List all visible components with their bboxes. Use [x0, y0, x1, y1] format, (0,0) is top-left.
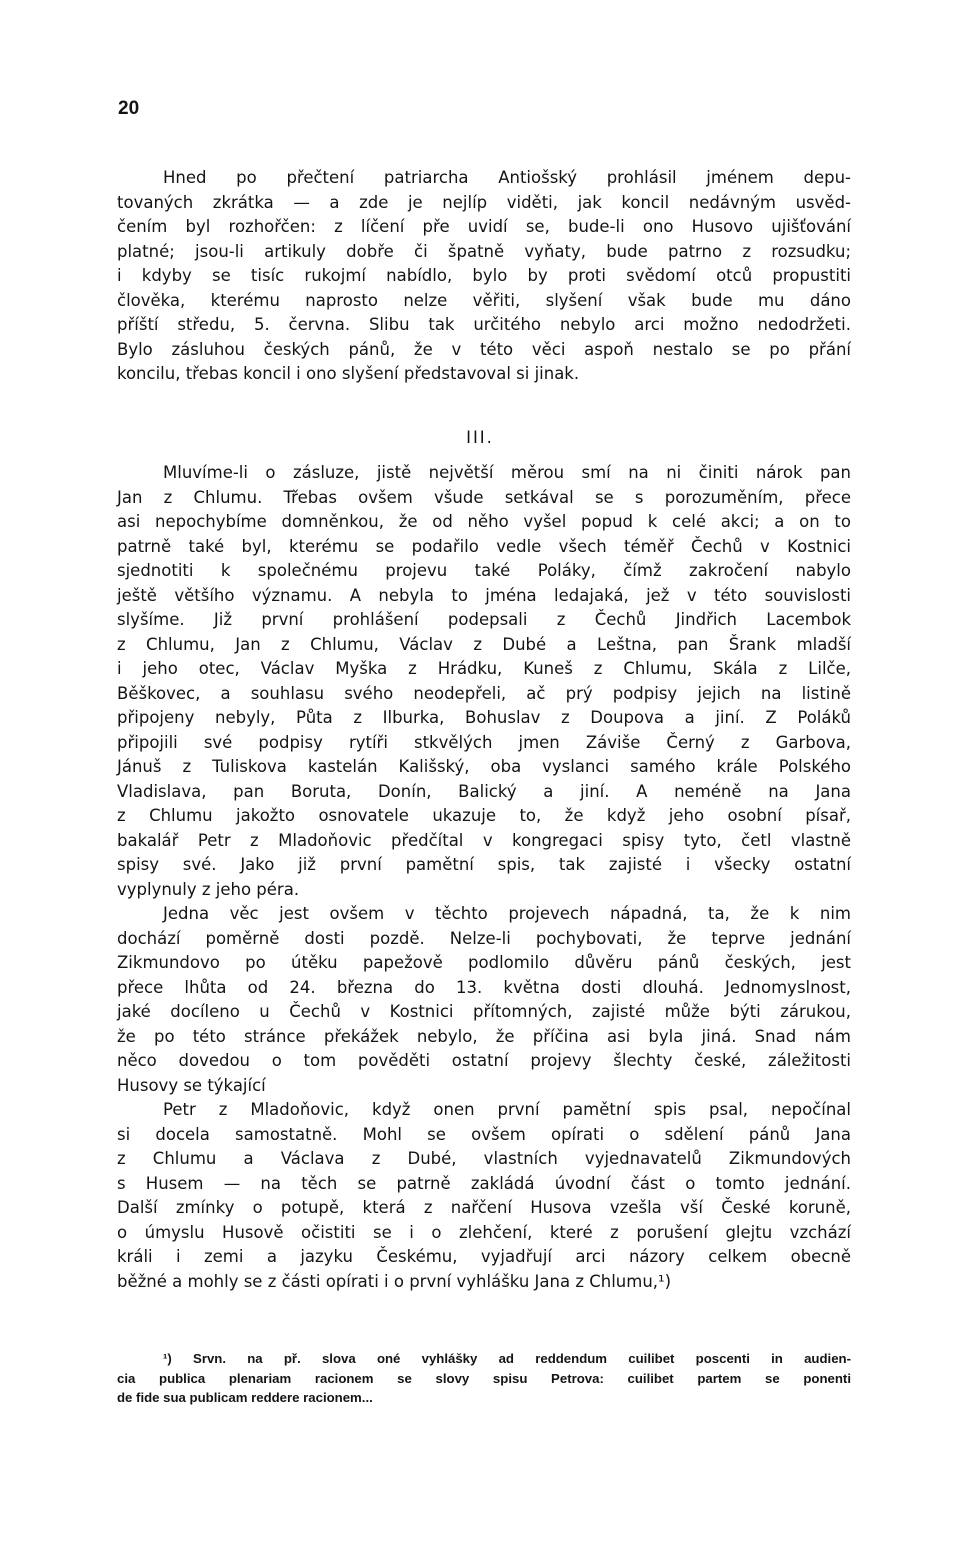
- text-line: králi i zemi a jazyku Českému, vyjadřují arci názory celkem obecně: [117, 1247, 851, 1266]
- section-heading: III.: [466, 428, 494, 447]
- text-line: Jedna věc jest ovšem v těchto projevech nápadná, ta, že k nim: [163, 904, 851, 923]
- text-line: tovaných zkrátka — a zde je nejlíp viděti, jak koncil nedávným usvěd-: [117, 192, 851, 212]
- text-line: Petr z Mladoňovic, když onen první pamětní spis psal, nepočínal: [163, 1100, 851, 1119]
- text-line: Jánuš z Tuliskova kastelán Kališský, oba vyslanci samého krále Polského: [117, 757, 851, 776]
- text-line: spisy své. Jako již první pamětní spis, tak zajisté i všecky ostatní: [117, 855, 851, 874]
- text-line: Husovy se týkající: [117, 1075, 266, 1095]
- text-line: že po této stránce překážek nebylo, že příčina asi byla jiná. Snad nám: [117, 1026, 851, 1046]
- text-line: i jeho otec, Václav Myška z Hrádku, Kuneš z Chlumu, Skála z Lilče,: [117, 659, 851, 678]
- text-line: o úmyslu Husově očistiti se i o zlehčení, které z porušení glejtu vzchází: [117, 1222, 851, 1242]
- footnote-line: ¹) Srvn. na př. slova oné vyhlášky ad reddendum cuilibet poscenti in audien-: [163, 1351, 851, 1366]
- text-line: Zikmundovo po útěku papežově podlomilo důvěru pánů českých, jest: [117, 953, 851, 972]
- text-line: Běškovec, a souhlasu svého neodepřeli, ač prý podpisy jejich na listině: [117, 683, 851, 703]
- text-line: koncilu, třebas koncil i ono slyšení představoval si jinak.: [117, 364, 580, 383]
- text-line: asi nepochybíme domněnkou, že od něho vyšel popud k celé akci; a on to: [117, 512, 851, 531]
- text-line: dochází poměrně dosti pozdě. Nelze-li pochybovati, že teprve jednání: [117, 928, 851, 948]
- text-line: bakalář Petr z Mladoňovic předčítal v kongregaci spisy tyto, četl vlastně: [117, 830, 851, 850]
- text-line: něco dovedou o tom pověděti ostatní projevy šlechty české, záležitosti: [117, 1051, 851, 1070]
- text-line: jaké docíleno u Čechů v Kostnici přítomných, zajisté může býti zárukou,: [117, 1002, 851, 1021]
- text-line: z Chlumu jakožto osnovatele ukazuje to, že když jeho osobní písař,: [117, 806, 851, 825]
- text-line: Hned po přečtení patriarcha Antiošský prohlásil jménem depu-: [163, 168, 851, 187]
- text-line: z Chlumu, Jan z Chlumu, Václav z Dubé a Leštna, pan Šrank mladší: [117, 634, 851, 654]
- text-line: Jan z Chlumu. Třebas ovšem všude setkával se s porozuměním, přece: [117, 487, 851, 507]
- text-line: platné; jsou-li artikuly dobře či špatně vyňaty, bude patrno z rozsudku;: [117, 241, 851, 261]
- paragraph-section-two: [117, 461, 851, 1294]
- text-line: si docela samostatně. Mohl se ovšem opírati o sdělení pánů Jana: [117, 1124, 851, 1144]
- footnotes: [117, 1349, 851, 1408]
- text-line: slyšíme. Již první prohlášení podepsali z Čechů Jindřich Lacembok: [117, 610, 851, 629]
- text-line: Mluvíme-li o zásluze, jistě největší měrou smí na ni činiti nárok pan: [163, 463, 851, 482]
- footnote-line: cia publica plenariam racionem se slovy spisu Petrova: cuilibet partem se ponenti: [117, 1370, 851, 1386]
- text-line: příští středu, 5. června. Slibu tak určitého nebylo arci možno nedodržeti.: [117, 315, 851, 334]
- text-line: čením byl rozhořčen: z líčení pře uvidí se, bude-li ono Husovo ujišťování: [117, 217, 851, 236]
- page-number: 20: [118, 98, 140, 119]
- text-line: běžné a mohly se z části opírati i o první vyhlášku Jana z Chlumu,¹): [117, 1271, 672, 1291]
- text-line: patrně také byl, kterému se podařilo vedle všech téměř Čechů v Kostnici: [117, 536, 851, 556]
- text-line: přece lhůta od 24. března do 13. května dosti dlouhá. Jednomyslnost,: [117, 977, 851, 997]
- footnote-line: de fide sua publicam reddere racionem...: [117, 1390, 373, 1405]
- text-line: člověka, kterému naprosto nelze věřiti, slyšení však bude mu dáno: [117, 290, 851, 310]
- text-line: Další zmínky o potupě, která z nařčení Husova vzešla vší České koruně,: [117, 1198, 851, 1217]
- text-line: sjednotiti k společnému projevu také Poláky, čímž zakročení nabylo: [117, 561, 851, 580]
- text-line: vyplynuly z jeho péra.: [117, 879, 300, 899]
- text-line: i kdyby se tisíc rukojmí nabídlo, bylo by proti svědomí otců propustiti: [117, 266, 851, 285]
- text-line: připojili své podpisy rytíři stkvělých jmen Záviše Černý z Garbova,: [117, 732, 851, 752]
- text-line: z Chlumu a Václava z Dubé, vlastních vyjednavatelů Zikmundových: [117, 1149, 851, 1168]
- text-line: s Husem — na těch se patrně zakládá úvodní část o tomto jednání.: [117, 1173, 851, 1193]
- text-line: Bylo zásluhou českých pánů, že v této věci aspoň nestalo se po přání: [117, 339, 851, 359]
- text-line: ještě většího významu. A nebyla to jména ledajaká, jež v této souvislosti: [117, 585, 851, 605]
- text-line: připojeny nebyly, Půta z Ilburka, Bohuslav z Doupova a jiní. Z Poláků: [117, 708, 851, 727]
- paragraph-section-one: [117, 166, 851, 387]
- text-line: Vladislava, pan Boruta, Donín, Balický a jiní. A neméně na Jana: [117, 781, 851, 801]
